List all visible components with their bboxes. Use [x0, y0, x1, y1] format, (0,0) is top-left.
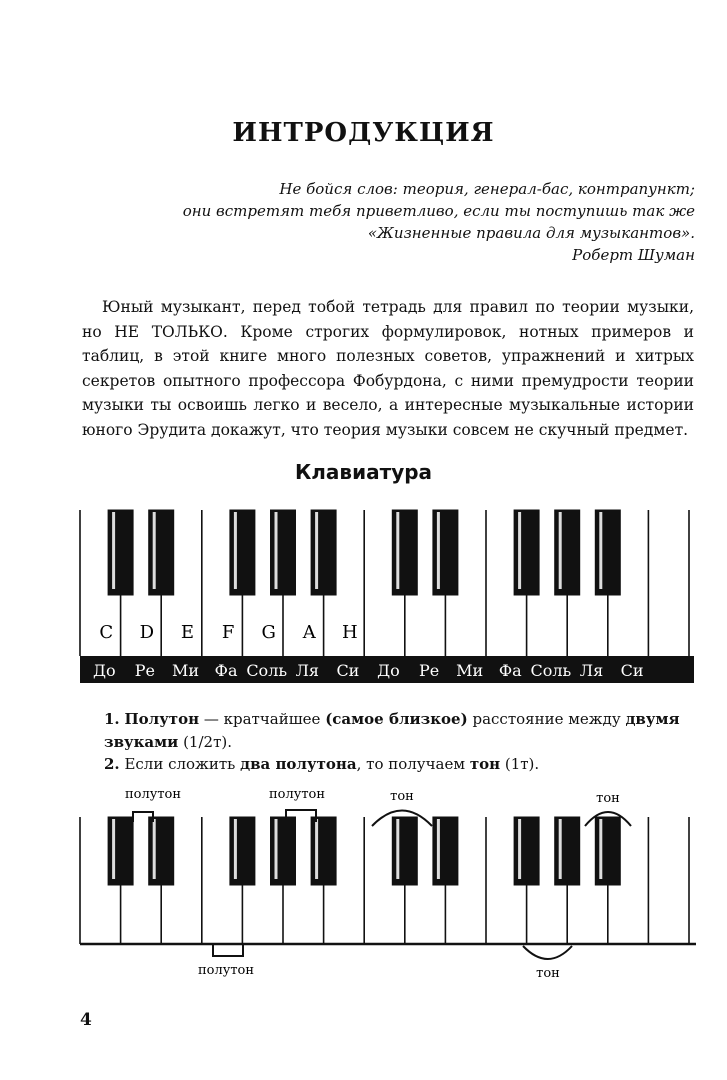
- semitone-bracket-3: [213, 944, 243, 956]
- epigraph-line-1: Не бойся слов: теория, генерал-бас, контрапункт;: [279, 180, 695, 198]
- solfege-label: До: [377, 661, 400, 680]
- black-key: [311, 817, 336, 885]
- interval-label-semitone-3: полутон: [197, 963, 255, 978]
- rule-2-bold-b: тон: [469, 755, 501, 773]
- interval-label-tone-3: тон: [536, 966, 560, 981]
- rule-1-text-c: (1/2т).: [178, 733, 232, 751]
- rule-2-number: 2.: [104, 755, 120, 773]
- rule-1-number: 1.: [104, 710, 120, 728]
- black-key: [230, 817, 255, 885]
- rule-1-bold-a: (самое близкое): [325, 710, 468, 728]
- epigraph-line-3: «Жизненные правила для музыкантов».: [367, 224, 695, 242]
- rule-1-term: Полутон: [124, 710, 200, 728]
- rule-2-bold-a: два полутона: [240, 755, 357, 773]
- page-number: 4: [80, 1010, 92, 1030]
- rule-2-text-c: (1т).: [500, 755, 540, 773]
- solfege-label: Фа: [214, 661, 238, 680]
- interval-label-semitone-2: полутон: [268, 787, 326, 802]
- black-key: [392, 817, 417, 885]
- solfege-label: Ре: [134, 661, 156, 680]
- black-key: [433, 817, 458, 885]
- solfege-label: Соль: [246, 661, 288, 680]
- interval-label-tone-2: тон: [596, 791, 620, 806]
- rule-1-bold-b: двумя звуками: [104, 710, 680, 751]
- epigraph-author: Роберт Шуман: [572, 246, 695, 264]
- solfege-label: Ре: [418, 661, 440, 680]
- rule-1-text-b: расстояние между: [467, 710, 626, 728]
- black-key: [271, 817, 296, 885]
- tone-arc-3: [523, 946, 572, 959]
- black-key: [149, 817, 174, 885]
- solfege-label: Си: [620, 661, 644, 680]
- keyboard-title: Клавиатура: [294, 460, 433, 484]
- solfege-label: До: [92, 661, 116, 680]
- black-key: [595, 817, 620, 885]
- intro-paragraph: Юный музыкант, перед тобой тетрадь для правил по теории музыки, но НЕ ТОЛЬКО. Кроме строгих формулировок, нотных примеров и таблиц, в этой книге много полезных советов, упражнений и хитрых секретов опытного профессора Фобурдона, с ними премудрости теории музыки ты освоишь легко и весело, а интересные музыкальные истории юного Эрудита докажут, что теория музыки совсем не скучный предмет.: [82, 298, 694, 439]
- solfege-label: Ля: [295, 661, 320, 680]
- solfege-label: Си: [336, 661, 360, 680]
- solfege-label: Фа: [498, 661, 522, 680]
- latin-note-label: H: [342, 622, 358, 643]
- latin-note-label: E: [180, 622, 195, 643]
- solfege-label: Ми: [171, 661, 200, 680]
- black-key: [514, 817, 539, 885]
- rule-2-text-a: Если сложить: [119, 755, 241, 773]
- interval-label-semitone-1: полутон: [124, 787, 182, 802]
- black-key: [108, 817, 133, 885]
- solfege-label: Соль: [530, 661, 572, 680]
- rule-1-text-a: — кратчайшее: [199, 710, 326, 728]
- solfege-label: Ми: [456, 661, 484, 680]
- rule-2-text-b: , то получаем: [356, 755, 470, 773]
- black-key: [555, 817, 580, 885]
- interval-label-tone-1: тон: [390, 789, 414, 804]
- latin-note-label: G: [261, 622, 276, 643]
- latin-note-label: F: [221, 622, 235, 643]
- latin-note-label: C: [99, 622, 114, 643]
- page-title: ИНТРОДУКЦИЯ: [232, 118, 495, 148]
- solfege-label: Ля: [579, 661, 604, 680]
- epigraph-line-2: они встретят тебя приветливо, если ты поступишь так же: [182, 202, 695, 220]
- latin-note-label: D: [139, 622, 155, 643]
- latin-note-label: A: [302, 622, 316, 643]
